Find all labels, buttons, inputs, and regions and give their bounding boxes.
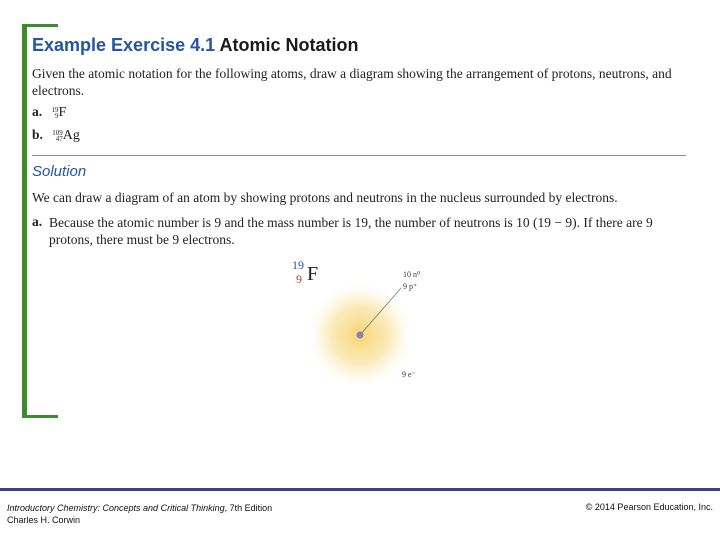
nuclide-a-mass: 19 — [51, 106, 59, 114]
footer-author: Charles H. Corwin — [7, 515, 81, 525]
problem-prompt: Given the atomic notation for the following atoms, draw a diagram showing the arrangement of protons, neutrons, and electrons. — [32, 66, 672, 98]
proton-count-label: 9 p⁺ — [403, 282, 418, 291]
title-exercise-number: Example Exercise 4.1 — [32, 35, 216, 55]
item-b-label: b. — [32, 127, 43, 142]
nuclide-b-mass: 109 — [52, 129, 63, 137]
atom-diagram — [280, 255, 440, 390]
diagram-atomic-number: 9 — [296, 272, 302, 286]
item-a-label: a. — [32, 104, 43, 119]
solution-intro: We can draw a diagram of an atom by showing protons and neutrons in the nucleus surrounded by electrons. — [32, 190, 618, 205]
footer-edition: , 7th Edition — [224, 503, 273, 513]
footer-divider — [0, 488, 720, 491]
nuclide-silver — [52, 127, 80, 144]
problem-item-a — [32, 104, 66, 121]
solution-heading: Solution — [32, 163, 87, 180]
footer-book-info — [7, 502, 272, 526]
diagram-element-symbol: F — [307, 263, 319, 285]
problem-item-b — [32, 127, 80, 144]
page-title — [32, 35, 358, 56]
electron-count-label: 9 e⁻ — [402, 370, 416, 379]
section-divider — [32, 155, 686, 156]
solution-part-a-text: Because the atomic number is 9 and the mass number is 19, the number of neutrons is 10 (19 − 9). If there are 9 protons, there must be 9 electrons. — [49, 215, 653, 247]
diagram-mass-number: 19 — [292, 258, 304, 272]
solution-part-a-label: a. — [32, 214, 43, 229]
title-topic: Atomic Notation — [219, 35, 359, 55]
nuclide-b-atomic: 47 — [55, 135, 63, 143]
nuclide-a-symbol: F — [58, 105, 67, 120]
nucleus — [357, 332, 364, 339]
nuclide-b-symbol: Ag — [62, 128, 80, 143]
footer-copyright: © 2014 Pearson Education, Inc. — [585, 502, 713, 512]
footer-book-title: Introductory Chemistry: Concepts and Critical Thinking — [7, 503, 225, 513]
nuclide-a-atomic: 9 — [55, 112, 59, 120]
nuclide-fluorine — [52, 104, 67, 121]
neutron-count-label: 10 n⁰ — [403, 270, 421, 279]
